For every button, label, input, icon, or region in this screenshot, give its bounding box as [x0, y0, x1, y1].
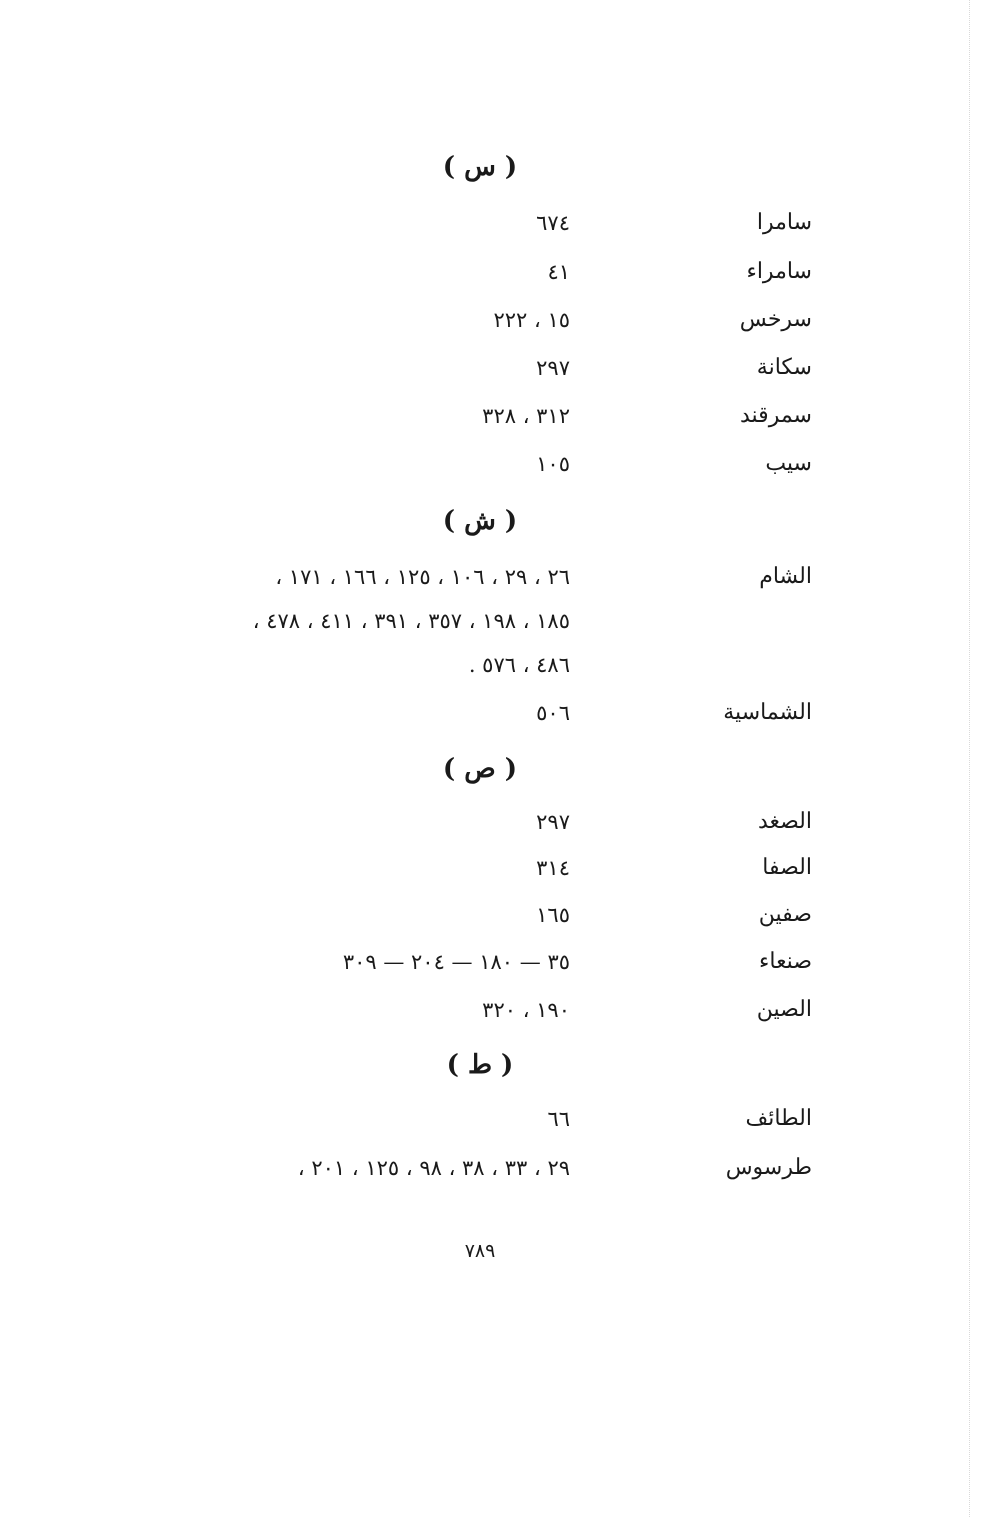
entry-name: سرخس [739, 307, 812, 332]
scan-edge-line [969, 0, 970, 1517]
entry-pages: ١٥ ، ٢٢٢ [493, 308, 570, 332]
entry-name: الطائف [745, 1106, 812, 1131]
entry-pages: ٢٩٧ [536, 810, 570, 834]
entry-pages: ٣١٤ [536, 856, 570, 880]
entry-pages: ٤١ [547, 260, 570, 284]
entry-pages: ٥٠٦ [536, 701, 570, 725]
entry-name: سامرا [756, 210, 812, 235]
entry-pages: ٢٩ ، ٣٣ ، ٣٨ ، ٩٨ ، ١٢٥ ، ٢٠١ ، [297, 1156, 570, 1180]
entry-name: الشماسية [723, 700, 812, 725]
entry-name: طرسوس [725, 1155, 812, 1180]
entry-pages: ١٨٥ ، ١٩٨ ، ٣٥٧ ، ٣٩١ ، ٤١١ ، ٤٧٨ ، [252, 609, 570, 633]
section-heading-sad: ( ص ) [442, 754, 518, 784]
entry-pages: ١٦٥ [536, 903, 570, 927]
entry-pages: ٣٥ — ١٨٠ — ٢٠٤ — ٣٠٩ [342, 950, 570, 974]
entry-pages: ٢٩٧ [536, 356, 570, 380]
entry-name: الصغد [757, 809, 812, 834]
entry-pages: ٢٦ ، ٢٩ ، ١٠٦ ، ١٢٥ ، ١٦٦ ، ١٧١ ، [275, 565, 570, 589]
entry-pages: ٦٧٤ [536, 211, 570, 235]
entry-name: سيب [765, 451, 812, 476]
entry-name: الشام [759, 564, 812, 589]
entry-pages: ١٠٥ [536, 452, 570, 476]
entry-name: صنعاء [759, 949, 812, 974]
entry-name: الصين [756, 997, 812, 1022]
entry-name: الصفا [762, 855, 812, 880]
section-heading-sin: ( س ) [442, 152, 518, 182]
section-heading-ta: ( ط ) [446, 1050, 514, 1080]
entry-name: سامراء [746, 259, 812, 284]
entry-name: سمرقند [740, 403, 812, 428]
entry-pages: ٣١٢ ، ٣٢٨ [482, 404, 570, 428]
entry-pages: ١٩٠ ، ٣٢٠ [482, 998, 570, 1022]
entry-name: صفين [758, 902, 812, 927]
page-number: ٧٨٩ [464, 1240, 496, 1262]
entry-name: سكانة [756, 355, 812, 380]
entry-pages: ٤٨٦ ، ٥٧٦ . [468, 653, 570, 677]
entry-pages: ٦٦ [547, 1107, 570, 1131]
section-heading-shin: ( ش ) [442, 506, 518, 536]
